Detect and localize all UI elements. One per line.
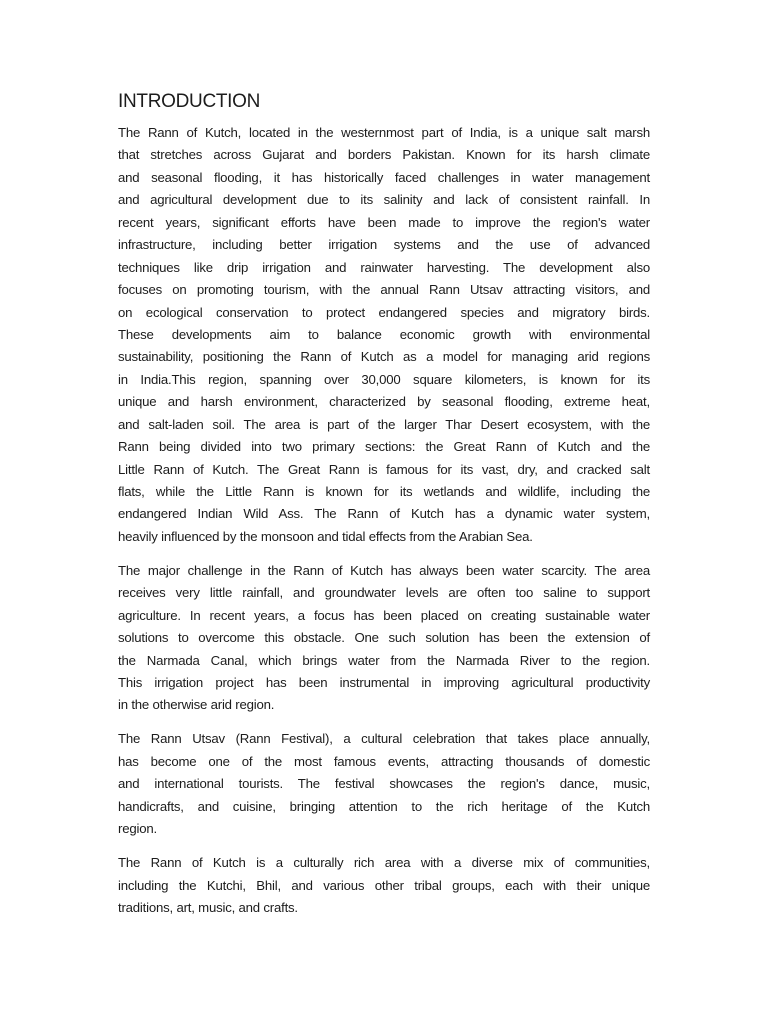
paragraph bbox=[118, 852, 650, 919]
text-line: that stretches across Gujarat and borders Pakistan. Known for its harsh climate bbox=[118, 147, 650, 163]
document-body bbox=[118, 122, 650, 919]
text-line: on ecological conservation to protect endangered species and migratory birds. bbox=[118, 304, 650, 320]
text-line: These developments aim to balance economic growth with environmental bbox=[118, 326, 650, 342]
text-line: including the Kutchi, Bhil, and various other tribal groups, each with their unique bbox=[118, 877, 650, 893]
text-line: and agricultural development due to its salinity and lack of consistent rainfall. In bbox=[118, 192, 650, 208]
text-line: unique and harsh environment, characterized by seasonal flooding, extreme heat, bbox=[118, 394, 650, 410]
text-line: region. bbox=[118, 821, 157, 837]
text-line: and salt-laden soil. The area is part of the larger Thar Desert ecosystem, with the bbox=[118, 416, 650, 432]
text-line: The Rann of Kutch, located in the westernmost part of India, is a unique salt marsh bbox=[118, 125, 650, 140]
text-line: handicrafts, and cuisine, bringing attention to the rich heritage of the Kutch bbox=[118, 798, 650, 814]
text-line: recent years, significant efforts have been made to improve the region's water bbox=[118, 214, 650, 230]
paragraph bbox=[118, 122, 650, 548]
document-page bbox=[118, 90, 650, 931]
text-line: infrastructure, including better irrigation systems and the use of advanced bbox=[118, 237, 650, 253]
text-line: solutions to overcome this obstacle. One such solution has been the extension of bbox=[118, 630, 650, 646]
text-line: traditions, art, music, and crafts. bbox=[118, 899, 298, 915]
text-line: focuses on promoting tourism, with the annual Rann Utsav attracting visitors, and bbox=[118, 282, 650, 298]
text-line: Little Rann of Kutch. The Great Rann is famous for its vast, dry, and cracked salt bbox=[118, 461, 650, 477]
paragraph bbox=[118, 560, 650, 717]
text-line: heavily influenced by the monsoon and tidal effects from the Arabian Sea. bbox=[118, 528, 533, 544]
text-line: The Rann Utsav (Rann Festival), a cultural celebration that takes place annually, bbox=[118, 731, 650, 747]
text-line: techniques like drip irrigation and rainwater harvesting. The development also bbox=[118, 259, 650, 275]
text-line: receives very little rainfall, and groundwater levels are often too saline to support bbox=[118, 585, 650, 601]
text-line: has become one of the most famous events, attracting thousands of domestic bbox=[118, 753, 650, 769]
text-line: and seasonal flooding, it has historically faced challenges in water management bbox=[118, 169, 650, 185]
text-line: in the otherwise arid region. bbox=[118, 697, 275, 713]
text-line: Rann being divided into two primary sections: the Great Rann of Kutch and the bbox=[118, 439, 650, 455]
section-heading: INTRODUCTION bbox=[118, 91, 261, 112]
text-line: endangered Indian Wild Ass. The Rann of Kutch has a dynamic water system, bbox=[118, 506, 650, 522]
text-line: The Rann of Kutch is a culturally rich area with a diverse mix of communities, bbox=[118, 855, 650, 871]
text-line: the Narmada Canal, which brings water from the Narmada River to the region. bbox=[118, 652, 650, 668]
text-line: agriculture. In recent years, a focus has been placed on creating sustainable water bbox=[118, 607, 650, 623]
text-line: This irrigation project has been instrumental in improving agricultural productivity bbox=[118, 675, 650, 690]
text-line: and international tourists. The festival showcases the region's dance, music, bbox=[118, 776, 650, 792]
text-line: flats, while the Little Rann is known for its wetlands and wildlife, including the bbox=[118, 484, 650, 499]
text-line: The major challenge in the Rann of Kutch has always been water scarcity. The area bbox=[118, 562, 650, 578]
text-line: in India.This region, spanning over 30,000 square kilometers, is known for its bbox=[118, 371, 650, 387]
paragraph bbox=[118, 728, 650, 840]
text-line: sustainability, positioning the Rann of Kutch as a model for managing arid regions bbox=[118, 349, 650, 365]
